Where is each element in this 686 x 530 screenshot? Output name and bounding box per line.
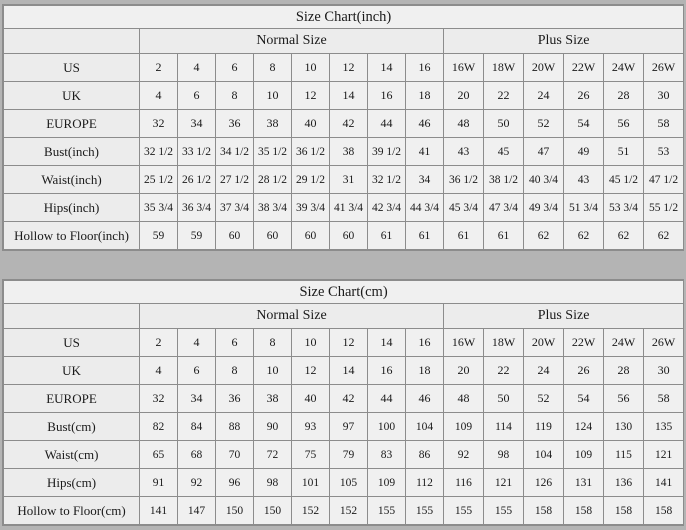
cell: 24W	[604, 329, 644, 357]
cell: 10	[254, 82, 292, 110]
cell: 101	[292, 469, 330, 497]
cell: 45 1/2	[604, 166, 644, 194]
cell: 16W	[444, 329, 484, 357]
cell: 47 1/2	[644, 166, 684, 194]
group-header-plus: Plus Size	[444, 29, 684, 54]
cell: 6	[178, 357, 216, 385]
cell: 96	[216, 469, 254, 497]
cell: 58	[644, 110, 684, 138]
cell: 18	[406, 82, 444, 110]
group-header-normal: Normal Size	[140, 304, 444, 329]
cell: 2	[140, 329, 178, 357]
cell: 60	[216, 222, 254, 250]
cell: 83	[368, 441, 406, 469]
cell: 28	[604, 82, 644, 110]
cell: 8	[254, 329, 292, 357]
cell: 32 1/2	[140, 138, 178, 166]
cell: 6	[178, 82, 216, 110]
cell: 152	[330, 497, 368, 525]
cell: 30	[644, 357, 684, 385]
group-header-normal: Normal Size	[140, 29, 444, 54]
row-label-europe: EUROPE	[4, 110, 140, 138]
cell: 155	[444, 497, 484, 525]
cell: 104	[524, 441, 564, 469]
cell: 112	[406, 469, 444, 497]
size-chart-inch	[2, 4, 684, 251]
cell: 8	[254, 54, 292, 82]
cell: 141	[140, 497, 178, 525]
cell: 8	[216, 357, 254, 385]
cell: 54	[564, 385, 604, 413]
cell: 62	[524, 222, 564, 250]
cell: 8	[216, 82, 254, 110]
table-row	[4, 441, 684, 469]
cell: 38	[330, 138, 368, 166]
cell: 12	[330, 329, 368, 357]
cell: 12	[292, 82, 330, 110]
blank-corner	[4, 304, 140, 329]
cell: 4	[140, 357, 178, 385]
cell: 20	[444, 82, 484, 110]
row-label-hollow-to-floor: Hollow to Floor(cm)	[4, 497, 140, 525]
cell: 42	[330, 110, 368, 138]
cell: 38 1/2	[484, 166, 524, 194]
chart-group-row	[4, 29, 684, 54]
cell: 42 3/4	[368, 194, 406, 222]
cell: 109	[564, 441, 604, 469]
cell: 10	[254, 357, 292, 385]
cell: 119	[524, 413, 564, 441]
cell: 50	[484, 385, 524, 413]
cell: 131	[564, 469, 604, 497]
row-label-bust: Bust(cm)	[4, 413, 140, 441]
cell: 32	[140, 385, 178, 413]
cell: 12	[292, 357, 330, 385]
cell: 97	[330, 413, 368, 441]
cell: 58	[644, 385, 684, 413]
cell: 90	[254, 413, 292, 441]
cell: 46	[406, 110, 444, 138]
cell: 53	[644, 138, 684, 166]
cell: 32 1/2	[368, 166, 406, 194]
table-row	[4, 54, 684, 82]
size-chart-cm-table	[3, 280, 684, 525]
cell: 86	[406, 441, 444, 469]
cell: 43	[564, 166, 604, 194]
cell: 84	[178, 413, 216, 441]
cell: 141	[644, 469, 684, 497]
cell: 60	[292, 222, 330, 250]
cell: 40	[292, 385, 330, 413]
cell: 54	[564, 110, 604, 138]
cell: 40 3/4	[524, 166, 564, 194]
cell: 36 3/4	[178, 194, 216, 222]
cell: 39 3/4	[292, 194, 330, 222]
table-row	[4, 329, 684, 357]
row-label-uk: UK	[4, 357, 140, 385]
cell: 155	[484, 497, 524, 525]
cell: 49 3/4	[524, 194, 564, 222]
cell: 38 3/4	[254, 194, 292, 222]
cell: 91	[140, 469, 178, 497]
cell: 47	[524, 138, 564, 166]
cell: 51	[604, 138, 644, 166]
cell: 121	[644, 441, 684, 469]
cell: 10	[292, 54, 330, 82]
row-label-hips: Hips(inch)	[4, 194, 140, 222]
table-row	[4, 469, 684, 497]
cell: 30	[644, 82, 684, 110]
cell: 93	[292, 413, 330, 441]
cell: 18	[406, 357, 444, 385]
table-row	[4, 497, 684, 525]
cell: 48	[444, 385, 484, 413]
cell: 62	[564, 222, 604, 250]
cell: 105	[330, 469, 368, 497]
table-row	[4, 82, 684, 110]
cell: 14	[330, 82, 368, 110]
cell: 14	[330, 357, 368, 385]
cell: 20W	[524, 54, 564, 82]
row-label-us: US	[4, 54, 140, 82]
cell: 45	[484, 138, 524, 166]
cell: 51 3/4	[564, 194, 604, 222]
cell: 26W	[644, 329, 684, 357]
row-label-uk: UK	[4, 82, 140, 110]
cell: 70	[216, 441, 254, 469]
cell: 20W	[524, 329, 564, 357]
cell: 6	[216, 54, 254, 82]
cell: 100	[368, 413, 406, 441]
cell: 45 3/4	[444, 194, 484, 222]
cell: 130	[604, 413, 644, 441]
cell: 48	[444, 110, 484, 138]
cell: 44	[368, 110, 406, 138]
table-row	[4, 357, 684, 385]
cell: 16	[368, 82, 406, 110]
cell: 155	[406, 497, 444, 525]
cell: 16	[406, 54, 444, 82]
cell: 62	[604, 222, 644, 250]
cell: 109	[368, 469, 406, 497]
cell: 38	[254, 110, 292, 138]
cell: 40	[292, 110, 330, 138]
cell: 98	[484, 441, 524, 469]
cell: 158	[604, 497, 644, 525]
cell: 14	[368, 54, 406, 82]
group-header-plus: Plus Size	[444, 304, 684, 329]
row-label-bust: Bust(inch)	[4, 138, 140, 166]
cell: 4	[178, 54, 216, 82]
cell: 147	[178, 497, 216, 525]
cell: 22W	[564, 54, 604, 82]
chart-title-row	[4, 6, 684, 29]
table-row	[4, 194, 684, 222]
cell: 44	[368, 385, 406, 413]
cell: 12	[330, 54, 368, 82]
row-label-us: US	[4, 329, 140, 357]
row-label-hollow-to-floor: Hollow to Floor(inch)	[4, 222, 140, 250]
row-label-waist: Waist(cm)	[4, 441, 140, 469]
row-label-waist: Waist(inch)	[4, 166, 140, 194]
cell: 14	[368, 329, 406, 357]
table-row	[4, 222, 684, 250]
table-row	[4, 385, 684, 413]
cell: 20	[444, 357, 484, 385]
cell: 44 3/4	[406, 194, 444, 222]
cell: 26W	[644, 54, 684, 82]
cell: 150	[254, 497, 292, 525]
cell: 150	[216, 497, 254, 525]
cell: 18W	[484, 329, 524, 357]
cell: 92	[444, 441, 484, 469]
table-row	[4, 413, 684, 441]
cell: 10	[292, 329, 330, 357]
cell: 115	[604, 441, 644, 469]
cell: 60	[254, 222, 292, 250]
chart-title-row	[4, 281, 684, 304]
row-label-hips: Hips(cm)	[4, 469, 140, 497]
page-title: Size Chart(inch)	[4, 6, 684, 29]
cell: 22	[484, 82, 524, 110]
table-row	[4, 138, 684, 166]
table-row	[4, 110, 684, 138]
cell: 36	[216, 110, 254, 138]
cell: 47 3/4	[484, 194, 524, 222]
table-row	[4, 166, 684, 194]
cell: 116	[444, 469, 484, 497]
cell: 28	[604, 357, 644, 385]
cell: 52	[524, 385, 564, 413]
cell: 68	[178, 441, 216, 469]
cell: 46	[406, 385, 444, 413]
cell: 61	[368, 222, 406, 250]
cell: 55 1/2	[644, 194, 684, 222]
cell: 28 1/2	[254, 166, 292, 194]
cell: 61	[444, 222, 484, 250]
cell: 43	[444, 138, 484, 166]
cell: 36 1/2	[292, 138, 330, 166]
row-label-europe: EUROPE	[4, 385, 140, 413]
cell: 135	[644, 413, 684, 441]
size-chart-inch-table	[3, 5, 684, 250]
cell: 124	[564, 413, 604, 441]
cell: 92	[178, 469, 216, 497]
cell: 34	[178, 385, 216, 413]
cell: 16W	[444, 54, 484, 82]
page-title: Size Chart(cm)	[4, 281, 684, 304]
cell: 61	[406, 222, 444, 250]
cell: 52	[524, 110, 564, 138]
cell: 126	[524, 469, 564, 497]
cell: 121	[484, 469, 524, 497]
cell: 29 1/2	[292, 166, 330, 194]
cell: 2	[140, 54, 178, 82]
cell: 26	[564, 82, 604, 110]
cell: 22	[484, 357, 524, 385]
cell: 114	[484, 413, 524, 441]
cell: 49	[564, 138, 604, 166]
cell: 158	[564, 497, 604, 525]
blank-corner	[4, 29, 140, 54]
cell: 33 1/2	[178, 138, 216, 166]
cell: 36	[216, 385, 254, 413]
cell: 82	[140, 413, 178, 441]
chart-group-row	[4, 304, 684, 329]
cell: 98	[254, 469, 292, 497]
cell: 75	[292, 441, 330, 469]
cell: 37 3/4	[216, 194, 254, 222]
size-chart-cm	[2, 279, 684, 526]
cell: 152	[292, 497, 330, 525]
cell: 16	[368, 357, 406, 385]
cell: 24	[524, 82, 564, 110]
cell: 59	[178, 222, 216, 250]
cell: 26 1/2	[178, 166, 216, 194]
cell: 32	[140, 110, 178, 138]
cell: 72	[254, 441, 292, 469]
cell: 79	[330, 441, 368, 469]
cell: 22W	[564, 329, 604, 357]
cell: 36 1/2	[444, 166, 484, 194]
cell: 34 1/2	[216, 138, 254, 166]
cell: 61	[484, 222, 524, 250]
cell: 53 3/4	[604, 194, 644, 222]
cell: 41 3/4	[330, 194, 368, 222]
cell: 56	[604, 385, 644, 413]
cell: 88	[216, 413, 254, 441]
cell: 65	[140, 441, 178, 469]
cell: 59	[140, 222, 178, 250]
cell: 35 1/2	[254, 138, 292, 166]
cell: 38	[254, 385, 292, 413]
cell: 62	[644, 222, 684, 250]
cell: 136	[604, 469, 644, 497]
cell: 158	[524, 497, 564, 525]
cell: 155	[368, 497, 406, 525]
cell: 60	[330, 222, 368, 250]
cell: 24W	[604, 54, 644, 82]
cell: 27 1/2	[216, 166, 254, 194]
cell: 4	[140, 82, 178, 110]
cell: 34	[178, 110, 216, 138]
cell: 104	[406, 413, 444, 441]
cell: 56	[604, 110, 644, 138]
cell: 6	[216, 329, 254, 357]
cell: 109	[444, 413, 484, 441]
cell: 42	[330, 385, 368, 413]
cell: 24	[524, 357, 564, 385]
cell: 50	[484, 110, 524, 138]
cell: 26	[564, 357, 604, 385]
cell: 4	[178, 329, 216, 357]
cell: 158	[644, 497, 684, 525]
cell: 18W	[484, 54, 524, 82]
cell: 31	[330, 166, 368, 194]
cell: 35 3/4	[140, 194, 178, 222]
cell: 41	[406, 138, 444, 166]
cell: 25 1/2	[140, 166, 178, 194]
cell: 34	[406, 166, 444, 194]
cell: 39 1/2	[368, 138, 406, 166]
cell: 16	[406, 329, 444, 357]
